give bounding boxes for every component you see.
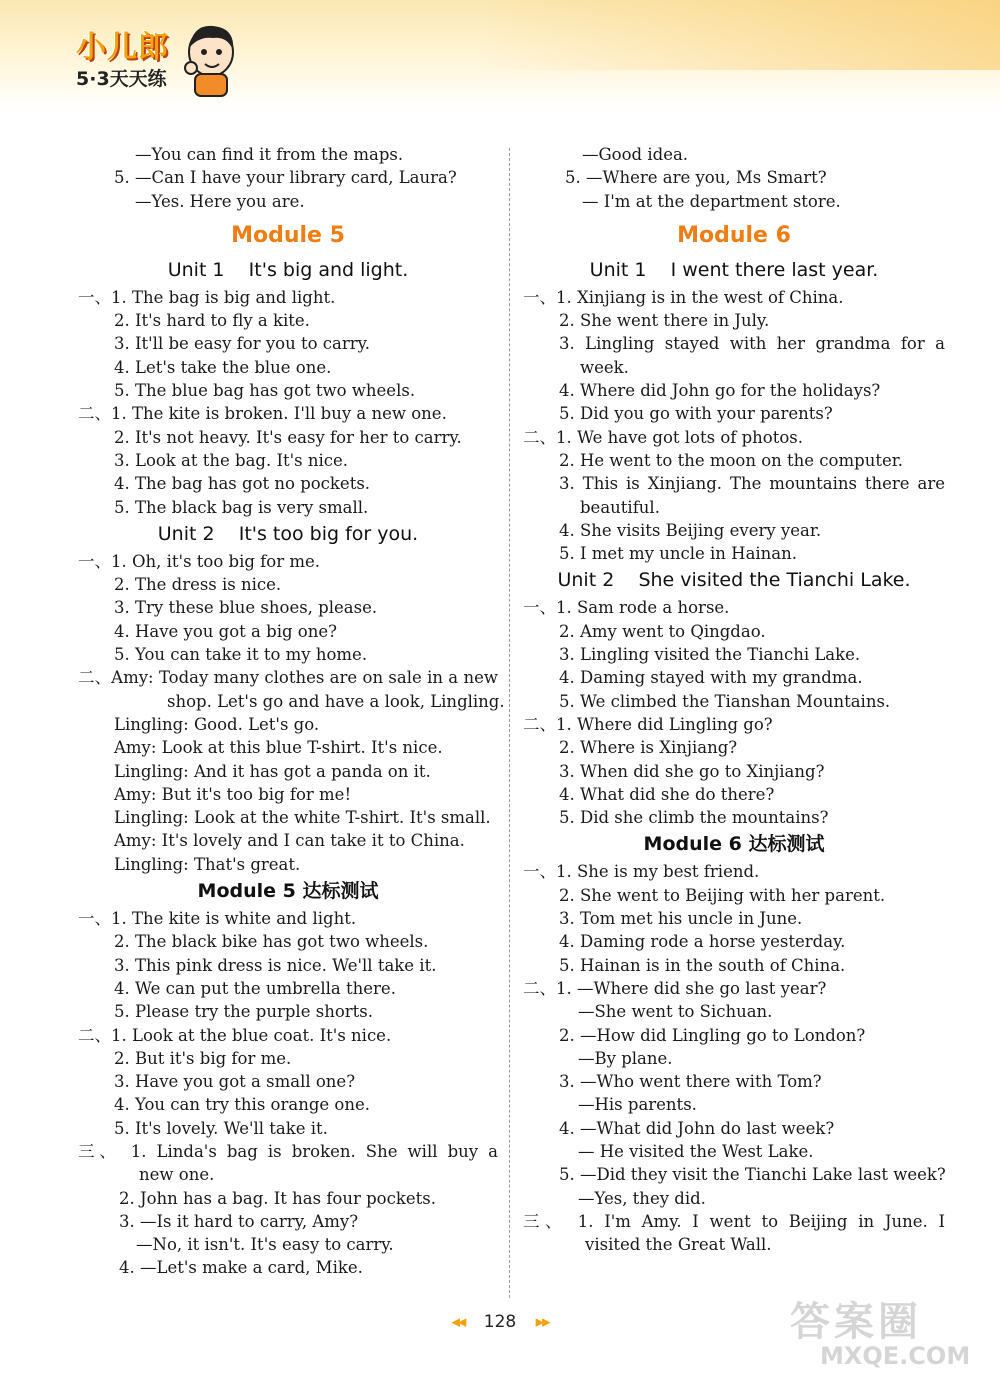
answer-line: 4. We can put the umbrella there. xyxy=(114,978,396,998)
unit-heading: Unit 2 It's too big for you. xyxy=(157,522,419,545)
answer-line: 2. Amy went to Qingdao. xyxy=(559,621,766,641)
answer-line: 3. —Is it hard to carry, Amy? xyxy=(119,1211,359,1231)
answer-line: 三、 1. Linda's bag is broken. She will buy a xyxy=(78,1141,498,1161)
answer-line: Lingling: That's great. xyxy=(114,854,301,874)
answer-line: 4. Have you got a big one? xyxy=(114,621,337,641)
answer-line: 4. The bag has got no pockets. xyxy=(114,474,371,494)
module-heading: Module 6 xyxy=(677,222,791,248)
answer-line: 5. It's lovely. We'll take it. xyxy=(114,1118,328,1138)
answer-line: 5. —Did they visit the Tianchi Lake last week? xyxy=(559,1165,946,1185)
mascot-icon xyxy=(179,18,239,98)
answer-line: 2. But it's big for me. xyxy=(114,1048,292,1068)
answer-line: 3. —Who went there with Tom? xyxy=(559,1072,822,1092)
answer-line: 二、1. Look at the blue coat. It's nice. xyxy=(78,1025,392,1045)
answer-line: 5. Hainan is in the south of China. xyxy=(559,955,846,975)
answer-line: 4. Daming rode a horse yesterday. xyxy=(559,932,846,952)
answer-line: week. xyxy=(580,357,629,377)
answer-line: 2. It's not heavy. It's easy for her to carry. xyxy=(114,427,462,447)
watermark-cn: 答案圈 xyxy=(790,1299,922,1345)
answer-line: shop. Let's go and have a look, Lingling. xyxy=(167,691,505,711)
watermark xyxy=(780,1290,990,1380)
answer-line: —Yes, they did. xyxy=(578,1188,706,1208)
answer-line: 5. You can take it to my home. xyxy=(114,645,368,665)
answer-line: 一、1. Xinjiang is in the west of China. xyxy=(523,287,844,307)
answer-line: 二、Amy: Today many clothes are on sale in a new xyxy=(78,668,498,688)
answer-line: Amy: It's lovely and I can take it to China. xyxy=(114,831,465,851)
answer-line: —Yes. Here you are. xyxy=(135,191,305,211)
unit-heading: Unit 2 She visited the Tianchi Lake. xyxy=(557,569,911,592)
answer-line: 2. It's hard to fly a kite. xyxy=(114,311,310,331)
answer-line: 5. I met my uncle in Hainan. xyxy=(559,544,798,564)
module-heading: Module 5 xyxy=(231,222,345,248)
answer-line: 4. Daming stayed with my grandma. xyxy=(559,668,863,688)
answer-line: 2. The black bike has got two wheels. xyxy=(114,932,429,952)
answer-line: 4. You can try this orange one. xyxy=(114,1095,370,1115)
answer-line: 4. Where did John go for the holidays? xyxy=(559,381,881,401)
answer-line: 3. Try these blue shoes, please. xyxy=(114,598,378,618)
answer-line: Amy: But it's too big for me! xyxy=(114,784,352,804)
answer-line: Amy: Look at this blue T-shirt. It's nice. xyxy=(114,738,443,758)
answer-line: 3. Have you got a small one? xyxy=(114,1072,356,1092)
answer-line: 3. Lingling stayed with her grandma for a xyxy=(559,334,945,354)
answer-line: 4. Let's take the blue one. xyxy=(114,357,332,377)
answer-line: 5. —Can I have your library card, Laura? xyxy=(114,168,457,188)
answer-line: 一、1. The bag is big and light. xyxy=(78,287,336,307)
answer-line: 一、1. Oh, it's too big for me. xyxy=(78,551,321,571)
left-column xyxy=(78,143,505,1280)
answer-line: 5. The blue bag has got two wheels. xyxy=(114,381,416,401)
test-heading: Module 6 达标测试 xyxy=(643,833,825,856)
next-arrows-icon: ▶▶ xyxy=(535,1315,549,1329)
unit-heading: Unit 1 I went there last year. xyxy=(589,258,879,281)
answer-line: 5. Did you go with your parents? xyxy=(559,404,833,424)
answer-line: —No, it isn't. It's easy to carry. xyxy=(136,1235,394,1255)
answer-line: 二、1. We have got lots of photos. xyxy=(523,427,804,447)
answer-line: —His parents. xyxy=(578,1095,697,1115)
answer-line: 3. This is Xinjiang. The mountains there are xyxy=(559,474,945,494)
answer-line: 3. Look at the bag. It's nice. xyxy=(114,450,349,470)
answer-line: — He visited the West Lake. xyxy=(578,1141,814,1161)
answer-line: 2. She went to Beijing with her parent. xyxy=(559,885,886,905)
answer-line: —By plane. xyxy=(578,1048,673,1068)
answer-line: 4. —Let's make a card, Mike. xyxy=(119,1258,363,1278)
answer-line: 4. She visits Beijing every year. xyxy=(559,520,822,540)
answer-line: 一、1. The kite is white and light. xyxy=(78,909,357,929)
answer-line: 二、1. Where did Lingling go? xyxy=(523,714,773,734)
answer-line: 一、1. She is my best friend. xyxy=(523,862,760,882)
answer-line: 三、 1. I'm Amy. I went to Beijing in June. I xyxy=(523,1211,945,1231)
answer-line: 3. Tom met his uncle in June. xyxy=(559,909,803,929)
answer-line: 3. When did she go to Xinjiang? xyxy=(559,761,825,781)
series-title: 5·3天天练 xyxy=(76,68,167,90)
column-divider xyxy=(509,148,510,1298)
answer-line: Lingling: And it has got a panda on it. xyxy=(114,761,431,781)
answer-line: visited the Great Wall. xyxy=(585,1235,772,1255)
answer-line: 5. We climbed the Tianshan Mountains. xyxy=(559,691,891,711)
answer-line: 2. Where is Xinjiang? xyxy=(559,738,738,758)
prev-arrows-icon: ◀◀ xyxy=(451,1315,465,1329)
answer-line: 2. John has a bag. It has four pockets. xyxy=(119,1188,436,1208)
answer-line: 4. What did she do there? xyxy=(559,784,775,804)
answer-line: 5. The black bag is very small. xyxy=(114,497,369,517)
answer-line: 5. —Where are you, Ms Smart? xyxy=(565,168,827,188)
answer-line: —She went to Sichuan. xyxy=(578,1002,773,1022)
answer-line: 2. She went there in July. xyxy=(559,311,770,331)
answer-line: —Good idea. xyxy=(582,145,689,164)
unit-heading: Unit 1 It's big and light. xyxy=(167,258,409,281)
answer-line: 5. Please try the purple shorts. xyxy=(114,1002,373,1022)
answer-line: Lingling: Look at the white T-shirt. It's small. xyxy=(114,808,491,828)
watermark-en: MXQE.COM xyxy=(820,1342,971,1370)
test-heading: Module 5 达标测试 xyxy=(197,880,379,903)
answer-line: 2. He went to the moon on the computer. xyxy=(559,450,904,470)
answer-line: new one. xyxy=(139,1165,215,1185)
answer-line: 3. Lingling visited the Tianchi Lake. xyxy=(559,645,861,665)
answer-line: —You can find it from the maps. xyxy=(135,145,404,164)
book-logo xyxy=(76,22,236,94)
answer-line: 2. The dress is nice. xyxy=(114,575,282,595)
answer-line: 3. It'll be easy for you to carry. xyxy=(114,334,371,354)
answer-line: 一、1. Sam rode a horse. xyxy=(523,598,730,618)
answer-line: — I'm at the department store. xyxy=(582,191,841,211)
answer-line: 5. Did she climb the mountains? xyxy=(559,808,829,828)
right-column xyxy=(523,143,945,1256)
answer-line: 二、1. The kite is broken. I'll buy a new one. xyxy=(78,404,447,424)
answer-line: 3. This pink dress is nice. We'll take it. xyxy=(114,955,437,975)
answer-line: Lingling: Good. Let's go. xyxy=(114,714,320,734)
answer-line: 二、1. —Where did she go last year? xyxy=(523,978,827,998)
answer-line: beautiful. xyxy=(580,497,660,517)
brand-title: 小儿郎 xyxy=(76,30,169,65)
answer-line: 4. —What did John do last week? xyxy=(559,1118,835,1138)
page-number: 128 xyxy=(483,1312,517,1332)
answer-line: 2. —How did Lingling go to London? xyxy=(559,1025,866,1045)
